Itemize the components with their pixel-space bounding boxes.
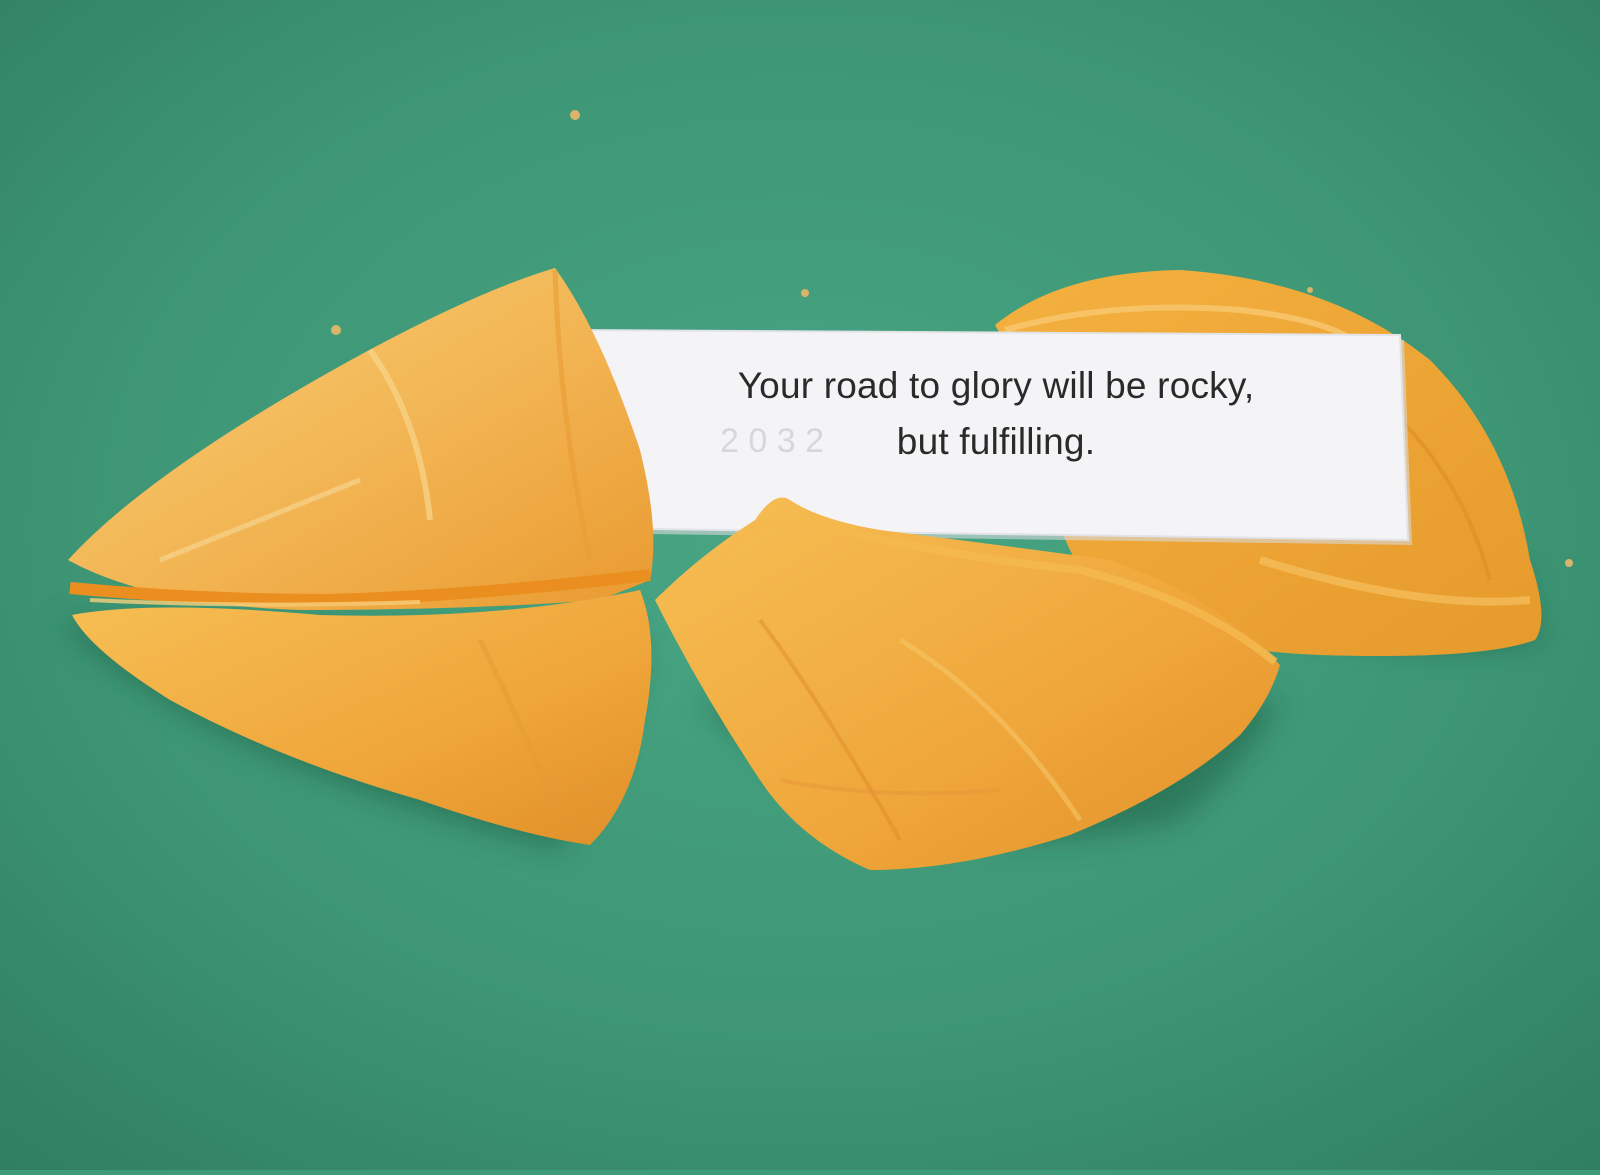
fortune-line-2: but fulfilling. <box>896 421 1096 462</box>
fortune-message <box>576 358 1416 470</box>
fortune-line-1: Your road to glory will be rocky, <box>737 365 1255 406</box>
faint-stamp-marks: 2 0 3 2 <box>720 422 824 460</box>
